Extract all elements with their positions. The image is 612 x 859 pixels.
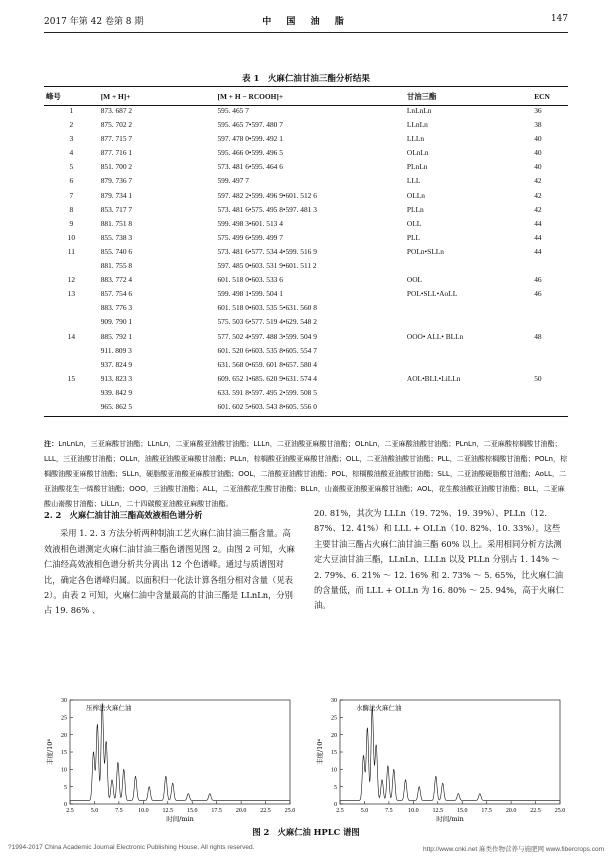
triglyceride-name: POLn•SLLn <box>406 246 444 256</box>
table-row <box>44 317 568 331</box>
header-rule <box>44 32 568 33</box>
x-tick-label: 12.5 <box>432 808 444 814</box>
triglyceride-name: PLL <box>406 232 421 242</box>
table-row <box>44 191 568 205</box>
table-row <box>44 176 568 190</box>
table-row <box>44 402 568 417</box>
table-row <box>44 374 568 388</box>
peak-number: 15 <box>67 373 76 383</box>
x-axis-label: 时间/min <box>436 815 464 822</box>
y-tick-label: 10 <box>331 767 337 774</box>
right-column <box>314 506 568 614</box>
fragment-values: 601. 518 0•603. 533 6 <box>217 275 283 285</box>
table-row <box>44 120 568 134</box>
mh-value: 881. 751 8 <box>100 218 133 228</box>
mh-value: 855. 740 6 <box>100 246 133 256</box>
fragment-values: 597. 478 0•599. 492 1 <box>217 134 283 144</box>
ecn-value: 40 <box>534 134 542 144</box>
fragment-values: 601. 602 5•603. 543 8•605. 556 0 <box>217 401 317 411</box>
footer-url: http://www.cnki.net 麻类作物营养与施肥网 www.fibercrops.com <box>423 846 604 853</box>
table-row <box>44 219 568 233</box>
x-tick-label: 7.5 <box>385 808 393 814</box>
fragment-values: 609. 652 1•685. 620 9•631. 574 4 <box>217 373 317 383</box>
table-row <box>44 289 568 303</box>
copyright-text: ?1994-2017 China Academic Journal Electronic Publishing House. All rights reserved. <box>8 844 255 851</box>
ecn-value: 44 <box>534 232 542 242</box>
x-tick-label: 22.5 <box>260 808 271 814</box>
triglyceride-name: PLLn <box>406 204 424 214</box>
x-tick-label: 15.0 <box>456 808 468 814</box>
ecn-value: 46 <box>534 275 542 285</box>
mh-value: 877. 715 7 <box>100 134 133 144</box>
col-triglyceride: 甘油三酯 <box>406 91 437 101</box>
peak-number <box>44 346 99 360</box>
table-note <box>44 436 568 511</box>
fragment-values: 573. 481 6•575. 495 8•597. 481 3 <box>217 204 317 214</box>
y-axis-label: 丰度/10⁴ <box>316 738 324 766</box>
fragment-values: 595. 465 7•597. 480 7 <box>217 120 283 130</box>
mh-value: 883. 772 4 <box>100 275 133 285</box>
fragment-values: 599. 498 1•599. 504 1 <box>217 289 283 299</box>
fragment-values: 601. 518 0•603. 535 5•631. 560 8 <box>217 303 317 313</box>
peak-number: 5 <box>69 162 74 172</box>
triglyceride-name: LnLnLn <box>406 106 432 115</box>
col-ecn: ECN <box>534 91 550 101</box>
x-axis-label: 时间/min <box>166 815 194 822</box>
table-row <box>44 233 568 247</box>
x-tick-label: 20.0 <box>505 808 517 814</box>
figure-caption: 图 2 火麻仁油 HPLC 谱图 <box>252 827 360 837</box>
fragment-values: 597. 482 2•599. 496 9•601. 512 6 <box>217 190 317 200</box>
peak-number: 3 <box>69 134 74 144</box>
peak-number: 13 <box>67 289 76 299</box>
col-peak: 峰号 <box>46 91 61 101</box>
y-tick-label: 30 <box>61 698 67 705</box>
table-row <box>44 303 568 317</box>
ecn-value: 40 <box>534 162 542 172</box>
mh-value: 873. 687 2 <box>100 106 133 115</box>
table-row <box>44 346 568 360</box>
triglyceride-name: AOL•BLL•LiLLn <box>406 373 461 383</box>
triglyceride-name <box>405 402 532 417</box>
mh-value: 881. 755 8 <box>100 261 133 271</box>
fragment-values: 595. 466 0•599. 496 5 <box>217 148 283 158</box>
table-row <box>44 162 568 176</box>
table-row <box>44 261 568 275</box>
ecn-value: 42 <box>534 204 542 214</box>
y-axis-label: 丰度/10⁴ <box>46 738 54 766</box>
table-row <box>44 332 568 346</box>
peak-number <box>44 317 99 331</box>
y-tick-label: 0 <box>334 802 337 809</box>
y-tick-label: 10 <box>61 767 67 774</box>
x-tick-label: 17.5 <box>211 808 222 814</box>
y-tick-label: 15 <box>61 750 67 757</box>
fragment-values: 577. 502 4•597. 488 3•599. 504 9 <box>217 331 317 341</box>
fragment-values: 575. 503 6•577. 519 4•629. 548 2 <box>217 317 317 327</box>
mh-value: 885. 792 1 <box>100 331 133 341</box>
ecn-value: 36 <box>534 106 542 115</box>
fragment-values: 573. 481 6•577. 534 4•599. 516 9 <box>217 246 317 256</box>
chart-title: 水酶法火麻仁油 <box>356 704 402 712</box>
ecn-value: 44 <box>534 218 542 228</box>
y-tick-label: 15 <box>331 750 337 757</box>
peak-number <box>44 360 99 374</box>
mh-value: 853. 717 7 <box>100 204 133 214</box>
fragment-values: 633. 591 8•597. 495 2•599. 508 5 <box>217 387 317 397</box>
hplc-chart-pressing <box>44 692 298 822</box>
x-tick-label: 2.5 <box>66 808 74 814</box>
peak-number: 10 <box>67 232 76 242</box>
x-tick-label: 15.0 <box>186 808 198 814</box>
peak-number: 14 <box>67 331 76 341</box>
fragment-values: 631. 568 0•659. 601 8•657. 580 4 <box>217 359 317 369</box>
hplc-chart-pressing-svg <box>44 692 298 822</box>
x-tick-label: 20.0 <box>235 808 247 814</box>
triglyceride-name: LLL <box>406 176 421 186</box>
ecn-value: 44 <box>534 246 542 256</box>
hplc-chart-enzymatic-svg <box>314 692 568 822</box>
triglyceride-table <box>44 86 568 417</box>
triglyceride-name: OLnLn <box>406 148 429 158</box>
table-row <box>44 388 568 402</box>
x-tick-label: 10.0 <box>138 808 149 814</box>
table-row <box>44 134 568 148</box>
triglyceride-name <box>405 303 532 317</box>
peak-number <box>44 402 99 417</box>
ecn-value <box>532 303 568 317</box>
mh-value: 965. 862 5 <box>100 401 133 411</box>
ecn-value: 42 <box>534 190 542 200</box>
ecn-value <box>532 346 568 360</box>
ecn-value: 46 <box>534 289 542 299</box>
x-tick-label: 25.0 <box>554 808 566 814</box>
fragment-values: 575. 499 6•599. 499 7 <box>217 232 283 242</box>
table-caption: 表 1 火麻仁油甘油三酯分析结果 <box>242 74 370 84</box>
peak-number <box>44 303 99 317</box>
section-heading: 2. 2 火麻仁油甘油三酯高效液相色谱分析 <box>44 510 203 520</box>
x-tick-label: 17.5 <box>481 808 492 814</box>
mh-value: 937. 824 9 <box>100 359 133 369</box>
journal-name: 中 国 油 脂 <box>262 17 350 27</box>
triglyceride-name <box>405 317 532 331</box>
peak-number: 9 <box>69 218 74 228</box>
mh-value: 851. 700 2 <box>100 162 133 172</box>
y-tick-label: 20 <box>61 732 67 739</box>
mh-value: 879. 736 7 <box>100 176 133 186</box>
triglyceride-name: LLnLn <box>406 120 428 130</box>
table-row <box>44 205 568 219</box>
fragment-values: 573. 481 6•595. 464 6 <box>217 162 283 172</box>
triglyceride-name: POL•SLL•AoLL <box>406 289 458 299</box>
chart-title: 压榨法火麻仁油 <box>86 704 132 712</box>
table-row <box>44 106 568 121</box>
ecn-value: 48 <box>534 331 542 341</box>
y-tick-label: 30 <box>331 698 337 705</box>
triglyceride-name <box>405 388 532 402</box>
fragment-values: 599. 498 3•601. 513 4 <box>217 218 283 228</box>
page-number: 147 <box>550 14 568 24</box>
x-tick-label: 2.5 <box>336 808 344 814</box>
y-tick-label: 0 <box>64 802 67 809</box>
chromatogram-trace <box>340 707 560 801</box>
triglyceride-name: OLLn <box>406 190 425 200</box>
col-mh: [M + H]+ <box>100 91 131 101</box>
ecn-value <box>532 360 568 374</box>
x-tick-label: 12.5 <box>162 808 174 814</box>
peak-number: 4 <box>69 148 74 158</box>
peak-number <box>44 388 99 402</box>
triglyceride-name: LLLn <box>406 134 425 144</box>
mh-value: 909. 790 1 <box>100 317 133 327</box>
table-row <box>44 275 568 289</box>
note-label: 注： <box>44 439 59 448</box>
triglyceride-name <box>405 261 532 275</box>
triglyceride-name: OOO• ALL• BLLn <box>406 331 464 341</box>
fragment-values: 597. 485 0•603. 531 9•601. 511 2 <box>217 261 317 271</box>
ecn-value <box>532 388 568 402</box>
table-row <box>44 247 568 261</box>
mh-value: 857. 754 6 <box>100 289 133 299</box>
mh-value: 875. 702 2 <box>100 120 133 130</box>
ecn-value <box>532 402 568 417</box>
x-tick-label: 22.5 <box>530 808 541 814</box>
triglyceride-name <box>405 346 532 360</box>
left-column <box>44 508 298 619</box>
chromatogram-trace <box>70 703 290 800</box>
ecn-value: 40 <box>534 148 542 158</box>
ecn-value: 38 <box>534 120 542 130</box>
x-tick-label: 7.5 <box>115 808 123 814</box>
y-tick-label: 20 <box>331 732 337 739</box>
table-row <box>44 360 568 374</box>
peak-number: 12 <box>67 275 76 285</box>
mh-value: 855. 738 3 <box>100 232 133 242</box>
mh-value: 877. 716 1 <box>100 148 133 158</box>
mh-value: 939. 842 9 <box>100 387 133 397</box>
y-tick-label: 25 <box>61 715 67 722</box>
x-tick-label: 25.0 <box>284 808 296 814</box>
col-fragment: [M + H − RCOOH]+ <box>217 91 284 101</box>
table-header-row <box>44 87 568 106</box>
peak-number <box>44 261 99 275</box>
journal-issue: 2017 年第 42 卷第 8 期 <box>44 17 144 27</box>
triglyceride-name: OOL <box>406 275 423 285</box>
ecn-value <box>532 317 568 331</box>
peak-number: 2 <box>69 120 74 130</box>
x-tick-label: 5.0 <box>90 808 99 814</box>
body-paragraph-right: 20. 81%，其次为 LLLn（19. 72%、19. 39%）、PLLn（12. 87%、12. 41%）和 LLL + OLLn（10. 82%、10. 33%）。这些主要甘油三酯占火麻仁油甘油三酯 60% 以上。采用相同分析方法测定大豆油甘油三酯，LLnLn、LLLn 以及 PLLn 分别占 1. 14% ～ 2. 79%、6. 21% ～ 12. 16% 和 2. 73% ～ 5. 65%，比火麻仁油的含量低，而 LLL + OLLn 为 16. 80% ～ 25. 94%，高于火麻仁油。 <box>314 508 564 611</box>
ecn-value: 42 <box>534 176 542 186</box>
triglyceride-name <box>405 360 532 374</box>
table-row <box>44 148 568 162</box>
triglyceride-name: PLnLn <box>406 162 428 172</box>
peak-number: 1 <box>69 106 74 115</box>
hplc-chart-enzymatic <box>314 692 568 822</box>
peak-number: 8 <box>69 204 74 214</box>
y-tick-label: 5 <box>64 784 67 791</box>
mh-value: 883. 776 3 <box>100 303 133 313</box>
fragment-values: 595. 465 7 <box>217 106 249 115</box>
mh-value: 879. 734 1 <box>100 190 133 200</box>
y-tick-label: 25 <box>331 715 337 722</box>
peak-number: 6 <box>69 176 74 186</box>
mh-value: 913. 823 3 <box>100 373 133 383</box>
fragment-values: 599. 497 7 <box>217 176 249 186</box>
running-header <box>44 14 568 30</box>
peak-number: 11 <box>67 246 75 256</box>
x-tick-label: 10.0 <box>408 808 419 814</box>
note-text: LnLnLn，三亚麻酸甘油酯；LLnLn，二亚麻酸亚油酸甘油酯；LLLn，二亚油酸亚麻酸甘油酯；OLnLn，二亚麻酸油酸甘油酯；PLnLn，二亚麻酸棕榈酸甘油酯；LLL，三亚油酸甘油酯；OLLn，油酸亚油酸亚麻酸甘油酯；PLLn，棕榈酸亚油酸亚麻酸甘油酯；OLL，二亚油酸油酸甘油酯；PLL，二亚油酸棕榈酸甘油酯；POLn，棕榈酸油酸亚麻酸甘油酯；SLLn，硬脂酸亚油酸亚麻酸甘油酯；OOL，二油酸亚油酸甘油酯；POL，棕榈酸油酸亚油酸甘油酯；SLL，二亚油酸硬脂酸甘油酯；AoLL，二亚油酸花生一烯酸甘油酯；OOO，三油酸甘油酯；ALL，二亚油酸花生酸甘油酯；BLLn，山嵛酸亚油酸亚麻酸甘油酯；AOL，花生酸油酸亚油酸甘油酯；BLL，二亚麻酸山嵛酸甘油酯；LiLLn，二十四碳酸亚油酸亚麻酸甘油酯。 <box>44 439 568 508</box>
fragment-values: 601. 520 6•603. 535 8•605. 554 7 <box>217 345 317 355</box>
ecn-value: 50 <box>534 373 542 383</box>
mh-value: 911. 809 3 <box>100 345 132 355</box>
y-tick-label: 5 <box>334 784 337 791</box>
peak-number: 7 <box>69 190 74 200</box>
x-tick-label: 5.0 <box>360 808 369 814</box>
ecn-value <box>532 261 568 275</box>
body-paragraph-left: 采用 1. 2. 3 方法分析两种制油工艺火麻仁油甘油三酯含量。高效液相色谱测定火麻仁油甘油三酯色谱图见图 2。由图 2 可知，火麻仁油经高效液相色谱分析共分离出 12 个色谱峰。通过与质谱图对比，确定各色谱峰归属。以面积归一化法计算各组分相对含量（见表 2）。由表 2 可知，火麻仁油中含量最高的甘油三酯是 LLnLn，分别占 19. 86% 、 <box>44 528 295 616</box>
triglyceride-name: OLL <box>406 218 422 228</box>
